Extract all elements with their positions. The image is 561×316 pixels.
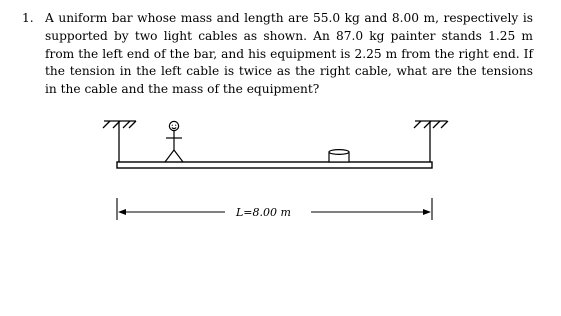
painter-figure	[165, 121, 183, 162]
equipment-bucket	[329, 150, 349, 162]
uniform-bar	[117, 162, 432, 168]
problem-text: A uniform bar whose mass and length are 55.0 kg and 8.00 m, respectively is supported by two light cables as shown. An 87.0 kg painter stands 1.25 m from the left end of the bar, and his equipment is 2.25 m from the right end. If the tension in the left cable is twice as the right cable, what are the tensions in the cable and the mass of the equipment?	[45, 11, 533, 97]
length-label: L=8.00 m	[236, 206, 291, 219]
problem-number: 1.	[22, 11, 34, 25]
right-ceiling-support	[414, 121, 448, 128]
